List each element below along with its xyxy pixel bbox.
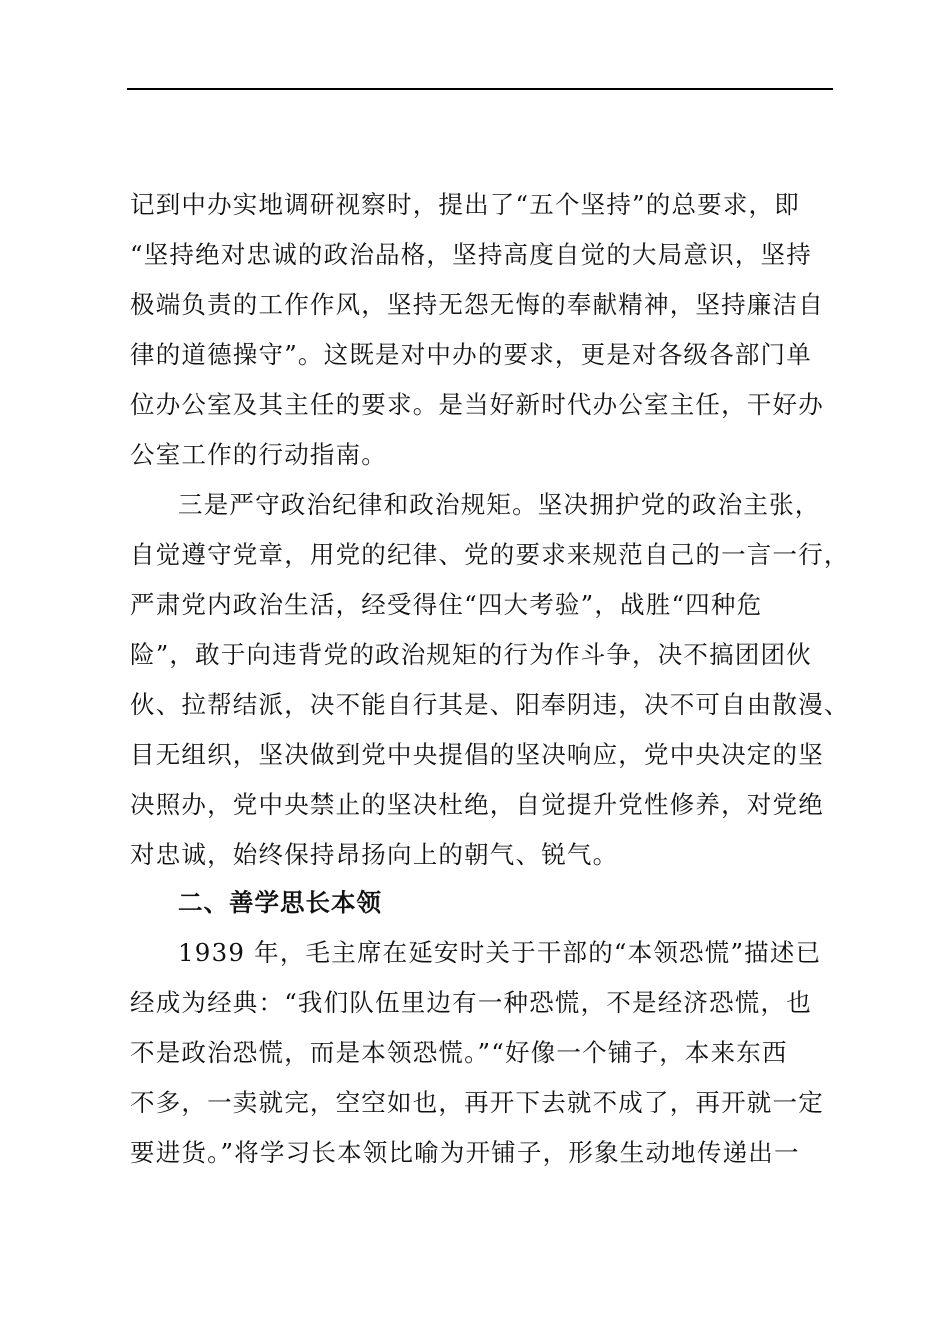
text-line: 目无组织，坚决做到党中央提倡的坚决响应，党中央决定的坚	[130, 740, 824, 769]
text-line: 经成为经典：“我们队伍里边有一种恐慌，不是经济恐慌，也	[130, 988, 812, 1017]
text-line: “坚持绝对忠诚的政治品格，坚持高度自觉的大局意识，坚持	[130, 240, 812, 269]
paragraph-first-line: 1939 年，毛主席在延安时关于干部的“本领恐慌”描述已	[178, 938, 822, 967]
text-line: 要进货。”将学习长本领比喻为开铺子，形象生动地传递出一	[130, 1138, 800, 1167]
text-line: 不多，一卖就完，空空如也，再开下去就不成了，再开就一定	[130, 1088, 824, 1117]
text-line: 严肃党内政治生活，经受得住“四大考验”，战胜“四种危	[130, 590, 763, 619]
text-line: 不是政治恐慌，而是本领恐慌。”“好像一个铺子，本来东西	[130, 1038, 788, 1067]
paragraph-first-line: 三是严守政治纪律和政治规矩。坚决拥护党的政治主张，	[178, 490, 821, 519]
text-line: 决照办，党中央禁止的坚决杜绝，自觉提升党性修养，对党绝	[130, 790, 824, 819]
text-line: 公室工作的行动指南。	[130, 440, 387, 469]
text-line: 对忠诚，始终保持昂扬向上的朝气、锐气。	[130, 840, 619, 869]
text-line: 律的道德操守”。这既是对中办的要求，更是对各级各部门单	[130, 340, 812, 369]
header-rule	[127, 88, 833, 90]
text-line: 极端负责的工作作风，坚持无怨无悔的奉献精神，坚持廉洁自	[130, 290, 824, 319]
text-line: 险”，敢于向违背党的政治规矩的行为作斗争，决不搞团团伙	[130, 640, 812, 669]
text-line: 位办公室及其主任的要求。是当好新时代办公室主任，干好办	[130, 390, 824, 419]
text-line: 伙、拉帮结派，决不能自行其是、阳奉阴违，决不可自由散漫、	[130, 690, 850, 719]
text-line: 自觉遵守党章，用党的纪律、党的要求来规范自己的一言一行，	[130, 540, 850, 569]
section-heading: 二、善学思长本领	[178, 888, 382, 917]
text-line: 记到中办实地调研视察时，提出了“五个坚持”的总要求，即	[130, 190, 800, 219]
